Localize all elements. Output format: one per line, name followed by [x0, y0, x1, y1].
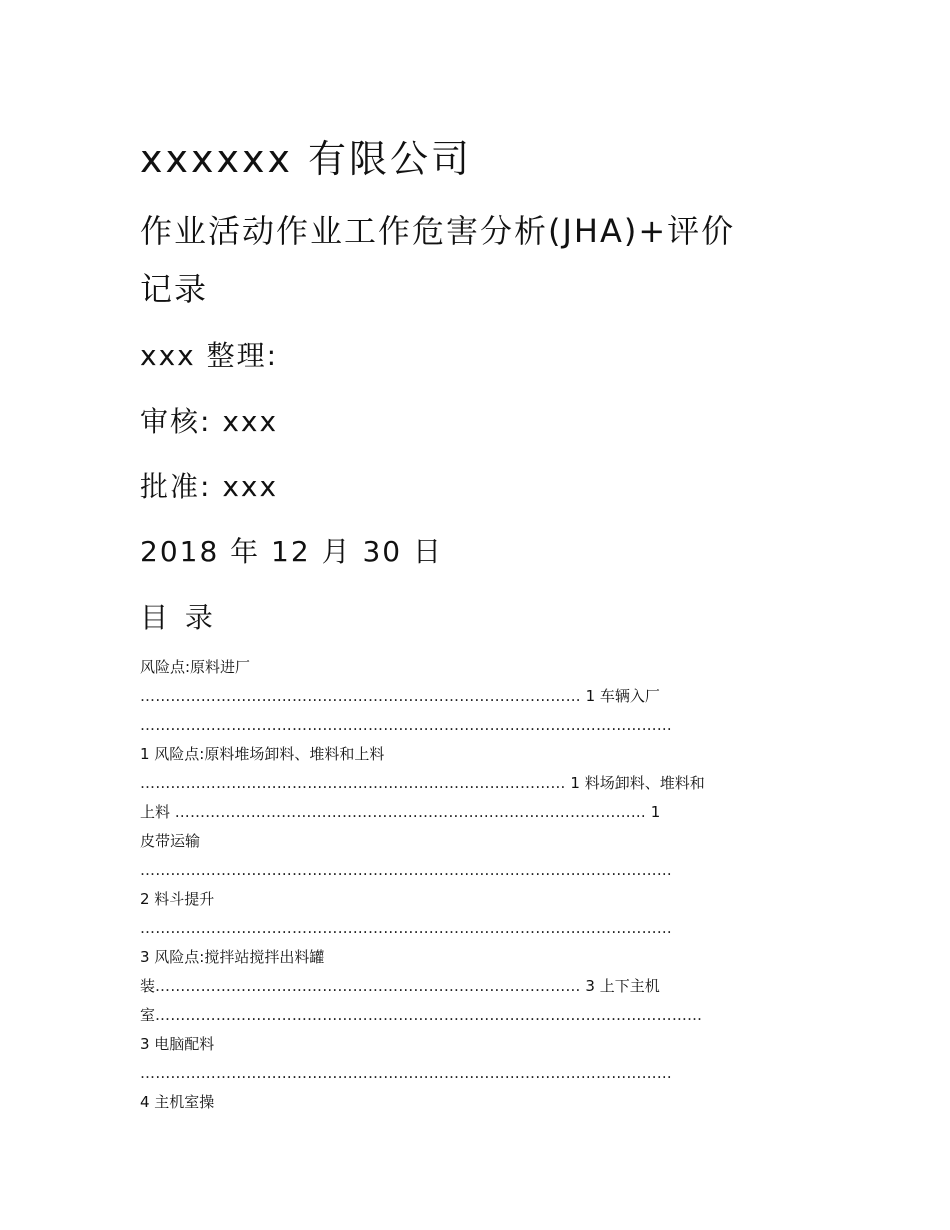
toc-leader-dots: …………………………………………………………………………………………… [140, 1064, 672, 1082]
toc-line [140, 917, 810, 939]
toc-line [140, 1033, 810, 1055]
toc-line [140, 801, 810, 823]
toc-entry-text: 1 车辆入厂 [580, 687, 660, 705]
company-name: xxxxxx 有限公司 [140, 137, 473, 181]
toc-entry-text: 3 电脑配料 [140, 1035, 215, 1053]
toc-leader-dots: …………………………………………………………………………………………… [140, 716, 672, 734]
toc-leader-dots: ……………………………………………………………………………………………… [155, 1006, 703, 1024]
toc-entry-text: 4 主机室操 [140, 1093, 215, 1111]
toc-entry-text: 3 风险点:搅拌站搅拌出料罐 [140, 948, 325, 966]
toc-entry-text: 风险点:原料进厂 [140, 658, 251, 676]
toc-line [140, 859, 810, 881]
toc-entry-text: 2 料斗提升 [140, 890, 215, 908]
toc-line [140, 975, 810, 997]
toc-line [140, 1091, 810, 1113]
toc-line [140, 714, 810, 736]
approved-by: 批准: xxx [140, 470, 279, 503]
toc-line [140, 830, 810, 852]
toc-entry-text: 1 风险点:原料堆场卸料、堆料和上料 [140, 745, 385, 763]
toc-page-number: 1 [645, 803, 661, 821]
compiled-by: xxx 整理: [140, 339, 279, 372]
document-date: 2018 年 12 月 30 日 [140, 535, 444, 568]
toc-leader-dots: ………………………………………………………………………………… [174, 803, 646, 821]
toc-entry-text: 上料 [140, 803, 175, 821]
toc-leader-dots: …………………………………………………………………………… [140, 687, 581, 705]
toc-leader-dots: ………………………………………………………………………… [140, 774, 566, 792]
toc-entry-text: 1 料场卸料、堆料和 [565, 774, 705, 792]
toc-line [140, 743, 810, 765]
document-title-line-2: 记录 [140, 270, 209, 308]
toc-line [140, 656, 810, 678]
toc-leader-dots: ………………………………………………………………………… [155, 977, 581, 995]
toc-leader-dots: …………………………………………………………………………………………… [140, 919, 672, 937]
toc-line [140, 1062, 810, 1084]
toc-line [140, 888, 810, 910]
toc-entry-text: 3 上下主机 [580, 977, 660, 995]
toc-leader-dots: …………………………………………………………………………………………… [140, 861, 672, 879]
toc-line [140, 1004, 810, 1026]
toc-entry-text: 皮带运输 [140, 832, 201, 850]
toc-line [140, 685, 810, 707]
toc-line [140, 946, 810, 968]
toc-entry-text: 室 [140, 1006, 156, 1024]
toc-entry-text: 装 [140, 977, 156, 995]
toc-heading: 目 录 [140, 601, 217, 634]
reviewed-by: 审核: xxx [140, 405, 279, 438]
toc-line [140, 772, 810, 794]
document-title-line-1: 作业活动作业工作危害分析(JHA)+评价 [140, 212, 736, 250]
